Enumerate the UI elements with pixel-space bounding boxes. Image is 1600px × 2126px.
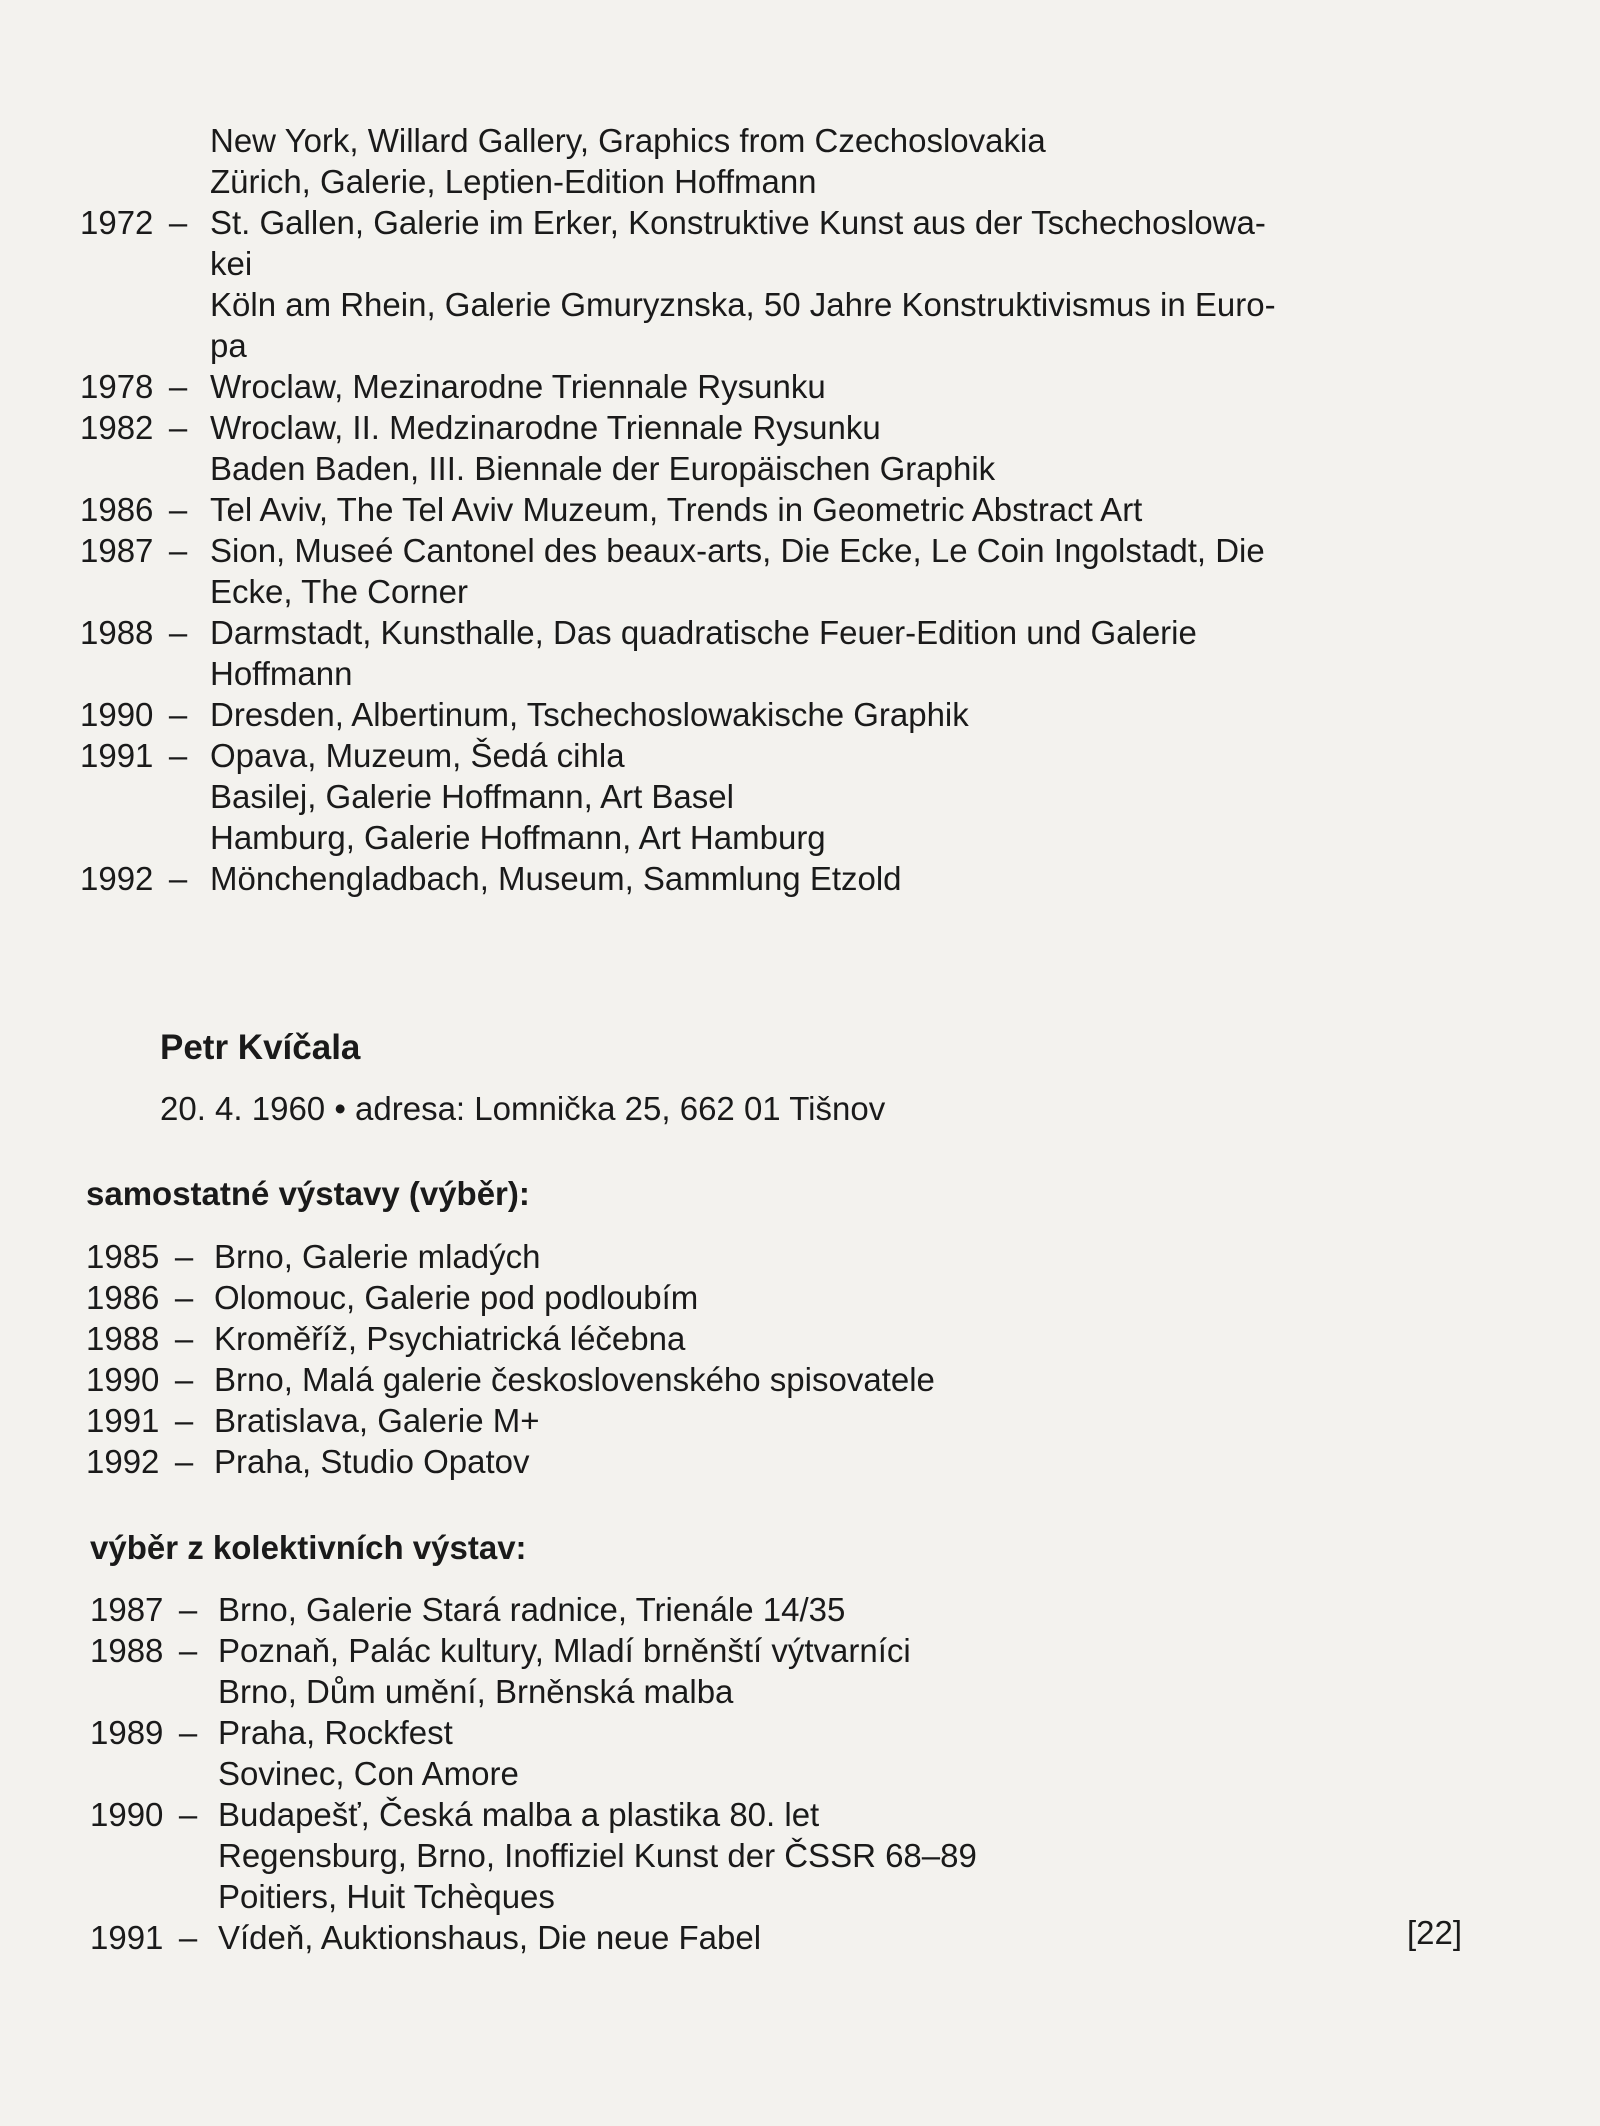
list-item bbox=[0, 817, 1600, 858]
list-item bbox=[0, 284, 1600, 325]
list-item bbox=[0, 120, 1600, 161]
entry-text: pa bbox=[210, 327, 247, 364]
entry-text: Dresden, Albertinum, Tschechoslowakische Graphik bbox=[210, 696, 969, 733]
year: 1986 bbox=[80, 491, 154, 528]
entry-text: Praha, Rockfest bbox=[218, 1714, 453, 1751]
entry-text: Opava, Muzeum, Šedá cihla bbox=[210, 737, 625, 774]
entry-text: Kroměříž, Psychiatrická léčebna bbox=[214, 1320, 686, 1357]
list-item bbox=[0, 1441, 1600, 1482]
list-item bbox=[0, 1359, 1600, 1400]
entry-text: Brno, Galerie mladých bbox=[214, 1238, 541, 1275]
list-item bbox=[0, 1917, 1600, 1958]
entry-text: Brno, Dům umění, Brněnská malba bbox=[218, 1673, 734, 1710]
dash: – bbox=[174, 1443, 194, 1480]
entry-text: Wroclaw, II. Medzinarodne Triennale Rysunku bbox=[210, 409, 881, 446]
list-item bbox=[0, 1236, 1600, 1277]
list-item bbox=[0, 1794, 1600, 1835]
dash: – bbox=[168, 696, 188, 733]
dash: – bbox=[178, 1591, 198, 1628]
list-item bbox=[0, 735, 1600, 776]
dash: – bbox=[168, 491, 188, 528]
artist-info: 20. 4. 1960 • adresa: Lomnička 25, 662 01 Tišnov bbox=[160, 1090, 886, 1127]
dash: – bbox=[168, 368, 188, 405]
year: 1991 bbox=[86, 1402, 160, 1439]
entry-text: Basilej, Galerie Hoffmann, Art Basel bbox=[210, 778, 734, 815]
list-item bbox=[0, 694, 1600, 735]
list-item bbox=[0, 1671, 1600, 1712]
year: 1991 bbox=[90, 1919, 164, 1956]
year: 1982 bbox=[80, 409, 154, 446]
group-heading: výběr z kolektivních výstav: bbox=[90, 1529, 527, 1566]
list-item bbox=[0, 1835, 1600, 1876]
year: 1992 bbox=[86, 1443, 160, 1480]
year: 1985 bbox=[86, 1238, 160, 1275]
list-item bbox=[0, 571, 1600, 612]
list-item bbox=[0, 653, 1600, 694]
year: 1990 bbox=[86, 1361, 160, 1398]
entry-text: Baden Baden, III. Biennale der Europäischen Graphik bbox=[210, 450, 996, 487]
dash: – bbox=[168, 204, 188, 241]
list-item bbox=[0, 1318, 1600, 1359]
entry-text: Hoffmann bbox=[210, 655, 353, 692]
first-exhibition-list bbox=[0, 120, 1600, 899]
entry-text: Zürich, Galerie, Leptien-Edition Hoffmann bbox=[210, 163, 817, 200]
list-item bbox=[0, 1400, 1600, 1441]
artist-name: Petr Kvíčala bbox=[160, 1028, 361, 1067]
dash: – bbox=[174, 1279, 194, 1316]
dash: – bbox=[178, 1632, 198, 1669]
year: 1990 bbox=[80, 696, 154, 733]
dash: – bbox=[168, 409, 188, 446]
entry-text: Ecke, The Corner bbox=[210, 573, 469, 610]
list-item bbox=[0, 530, 1600, 571]
page-number: [22] bbox=[1406, 1914, 1462, 1951]
dash: – bbox=[174, 1238, 194, 1275]
year: 1988 bbox=[80, 614, 154, 651]
year: 1988 bbox=[90, 1632, 164, 1669]
dash: – bbox=[174, 1402, 194, 1439]
dash: – bbox=[174, 1361, 194, 1398]
dash: – bbox=[178, 1919, 198, 1956]
year: 1986 bbox=[86, 1279, 160, 1316]
list-item bbox=[0, 161, 1600, 202]
dash: – bbox=[174, 1320, 194, 1357]
entry-text: Poitiers, Huit Tchèques bbox=[218, 1878, 555, 1915]
list-item bbox=[0, 325, 1600, 366]
list-item bbox=[0, 1876, 1600, 1917]
list-item bbox=[0, 366, 1600, 407]
solo-exhibition-list bbox=[0, 1236, 1600, 1482]
dash: – bbox=[168, 860, 188, 897]
list-item bbox=[0, 243, 1600, 284]
entry-text: Budapešť, Česká malba a plastika 80. let bbox=[218, 1796, 820, 1833]
entry-text: Brno, Malá galerie československého spisovatele bbox=[214, 1361, 935, 1398]
entry-text: St. Gallen, Galerie im Erker, Konstruktive Kunst aus der Tschechoslowa- bbox=[210, 204, 1266, 241]
entry-text: Sovinec, Con Amore bbox=[218, 1755, 519, 1792]
list-item bbox=[0, 202, 1600, 243]
entry-text: Regensburg, Brno, Inoffiziel Kunst der ČSSR 68–89 bbox=[218, 1837, 977, 1874]
entry-text: Vídeň, Auktionshaus, Die neue Fabel bbox=[218, 1919, 762, 1956]
dash: – bbox=[178, 1714, 198, 1751]
year: 1987 bbox=[80, 532, 154, 569]
year: 1988 bbox=[86, 1320, 160, 1357]
entry-text: Praha, Studio Opatov bbox=[214, 1443, 530, 1480]
list-item bbox=[0, 1589, 1600, 1630]
list-item bbox=[0, 407, 1600, 448]
list-item bbox=[0, 1753, 1600, 1794]
list-item bbox=[0, 1277, 1600, 1318]
entry-text: Tel Aviv, The Tel Aviv Muzeum, Trends in Geometric Abstract Art bbox=[210, 491, 1143, 528]
dash: – bbox=[168, 532, 188, 569]
dash: – bbox=[178, 1796, 198, 1833]
year: 1978 bbox=[80, 368, 154, 405]
entry-text: Brno, Galerie Stará radnice, Trienále 14/35 bbox=[218, 1591, 846, 1628]
year: 1990 bbox=[90, 1796, 164, 1833]
list-item bbox=[0, 1712, 1600, 1753]
entry-text: Sion, Museé Cantonel des beaux-arts, Die Ecke, Le Coin Ingolstadt, Die bbox=[210, 532, 1265, 569]
year: 1989 bbox=[90, 1714, 164, 1751]
year: 1992 bbox=[80, 860, 154, 897]
dash: – bbox=[168, 737, 188, 774]
solo-heading: samostatné výstavy (výběr): bbox=[86, 1175, 530, 1212]
list-item bbox=[0, 612, 1600, 653]
entry-text: Köln am Rhein, Galerie Gmuryznska, 50 Jahre Konstruktivismus in Euro- bbox=[210, 286, 1276, 323]
entry-text: Darmstadt, Kunsthalle, Das quadratische Feuer-Edition und Galerie bbox=[210, 614, 1197, 651]
list-item bbox=[0, 489, 1600, 530]
entry-text: Poznaň, Palác kultury, Mladí brněnští výtvarníci bbox=[218, 1632, 911, 1669]
year: 1991 bbox=[80, 737, 154, 774]
dash: – bbox=[168, 614, 188, 651]
entry-text: Bratislava, Galerie M+ bbox=[214, 1402, 540, 1439]
entry-text: kei bbox=[210, 245, 253, 282]
group-exhibition-list bbox=[0, 1589, 1600, 1958]
entry-text: Wroclaw, Mezinarodne Triennale Rysunku bbox=[210, 368, 826, 405]
entry-text: Hamburg, Galerie Hoffmann, Art Hamburg bbox=[210, 819, 826, 856]
entry-text: New York, Willard Gallery, Graphics from Czechoslovakia bbox=[210, 122, 1046, 159]
entry-text: Olomouc, Galerie pod podloubím bbox=[214, 1279, 699, 1316]
list-item bbox=[0, 1630, 1600, 1671]
list-item bbox=[0, 858, 1600, 899]
year: 1987 bbox=[90, 1591, 164, 1628]
list-item bbox=[0, 776, 1600, 817]
list-item bbox=[0, 448, 1600, 489]
year: 1972 bbox=[80, 204, 154, 241]
entry-text: Mönchengladbach, Museum, Sammlung Etzold bbox=[210, 860, 902, 897]
